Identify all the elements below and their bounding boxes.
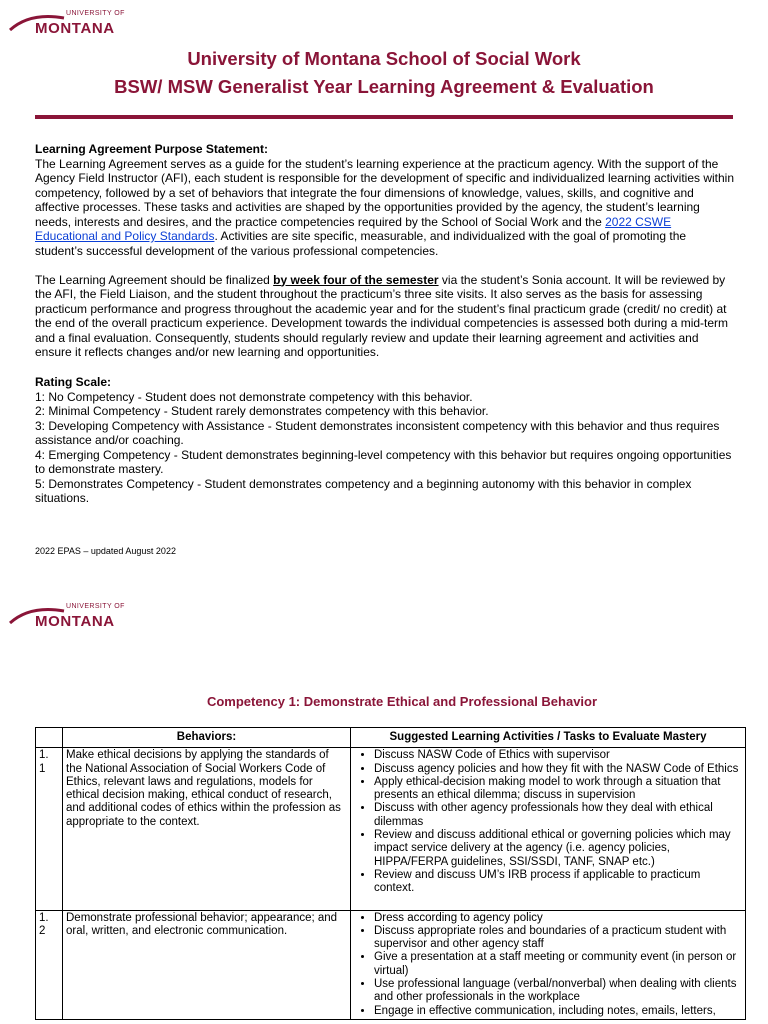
- table-row: [36, 748, 746, 910]
- deadline-emphasis: by week four of the semester: [273, 272, 439, 287]
- activities-cell: [351, 910, 746, 1019]
- header-activities: Suggested Learning Activities / Tasks to Evaluate Mastery: [351, 728, 746, 748]
- activity-item: • Apply ethical-decision making model to work through a situation that presents an ethical dilemma; discuss in supervision: [374, 776, 742, 803]
- activity-item: • Discuss appropriate roles and boundaries of a practicum student with supervisor and other agency staff: [374, 925, 742, 952]
- page-title: University of Montana School of Social Work: [187, 48, 581, 69]
- activity-item: • Review and discuss UM’s IRB process if applicable to practicum context.: [374, 869, 742, 896]
- purpose-section: [35, 142, 735, 360]
- header-behaviors: Behaviors:: [63, 728, 351, 748]
- purpose-p1-text: The Learning Agreement serves as a guide for the student’s learning experience at the practicum agency. With the support of the Agency Field Instructor (AFI), each student is responsible for the development of specific and individualized learning activities within competency, followed by a set of behaviors that integrate the four dimensions of knowledge, values, skills, and cognitive and affective processes. These tasks and activities are shaped by the opportunities provided by the agency, the student’s learning needs, interests and desires, and the practice competencies required by the School of Social Work and the: [35, 156, 735, 229]
- competency-table: [35, 727, 746, 1020]
- activity-item: • Give a presentation at a staff meeting or community event (in person or virtual): [374, 951, 742, 978]
- activity-item: • Use professional language (verbal/nonverbal) when dealing with clients and other professionals in the workplace: [374, 978, 742, 1005]
- logo-university-text: UNIVERSITY OF: [66, 603, 125, 610]
- activity-item: • Engage in effective communication, including notes, emails, letters,: [374, 1005, 742, 1018]
- logo-university-text: UNIVERSITY OF: [66, 10, 125, 17]
- behavior-text: Demonstrate professional behavior; appearance; and oral, written, and electronic communication.: [63, 910, 351, 1019]
- purpose-p2-text-end: via the student’s Sonia account. It will be reviewed by the AFI, the Field Liaison, and the student throughout the practicum’s three site visits. It also serves as the basis for assessing practicum performance and progress throughout the academic year and for the student’s final practicum grade (credit/ no credit) at the end of the overall practicum experience. Development towards the individual competencies is assessed both during a mid-term and a final evaluation. Consequently, students should regularly review and update their learning agreement and activities and ensure it reflects changes and/or new learning and opportunities.: [35, 272, 729, 359]
- behavior-number: 1. 1: [36, 748, 63, 910]
- activity-item: • Dress according to agency policy: [374, 912, 742, 925]
- purpose-p1-text-end: . Activities are site specific, measurable, and individualized with the goal of promoting the student’s successful development of the various professional competencies.: [35, 229, 687, 258]
- title-divider: [35, 115, 733, 119]
- rating-heading: Rating Scale:: [35, 375, 112, 389]
- page-footer: 2022 EPAS – updated August 2022: [35, 546, 176, 556]
- header-number: [36, 728, 63, 748]
- rating-scale-section: [35, 375, 735, 506]
- activity-item: • Review and discuss additional ethical or governing policies which may impact service delivery at the agency (i.e. agency policies, HIPPA/FERPA guidelines, SSI/SSDI, TANF, SNAP etc.): [374, 829, 742, 869]
- rating-item: 1: No Competency - Student does not demonstrate competency with this behavior.: [35, 389, 473, 404]
- rating-item: 5: Demonstrates Competency - Student demonstrates competency and a beginning autonomy with this behavior in complex situations.: [35, 476, 692, 505]
- purpose-paragraph-2: [35, 273, 735, 360]
- cswe-standards-link[interactable]: 2022 CSWE Educational and Policy Standards: [35, 214, 672, 243]
- purpose-paragraph-1: [35, 157, 735, 259]
- behavior-text: Make ethical decisions by applying the standards of the National Association of Social Workers Code of Ethics, relevant laws and regulations, models for ethical decision making, ethical conduct of research, and additional codes of ethics within the profession as appropriate to the context.: [63, 748, 351, 910]
- activities-cell: [351, 748, 746, 910]
- rating-item: 2: Minimal Competency - Student rarely demonstrates competency with this behavior.: [35, 404, 489, 418]
- activity-item: • Discuss with other agency professionals how they deal with ethical dilemmas: [374, 802, 742, 829]
- behavior-number: 1. 2: [36, 910, 63, 1019]
- competency-title: Competency 1: Demonstrate Ethical and Professional Behavior: [206, 694, 598, 709]
- rating-item: 4: Emerging Competency - Student demonstrates beginning-level competency with this behavior but requires ongoing opportunities to demonstrate mastery.: [35, 447, 732, 476]
- rating-item: 3: Developing Competency with Assistance - Student demonstrates inconsistent competency with this behavior and thus requires assistance and/or coaching.: [35, 418, 720, 447]
- table-header-row: [36, 728, 746, 748]
- purpose-heading: Learning Agreement Purpose Statement:: [35, 142, 268, 156]
- page-subtitle: BSW/ MSW Generalist Year Learning Agreement & Evaluation: [114, 76, 654, 97]
- purpose-p2-text: The Learning Agreement should be finalized: [35, 272, 274, 287]
- university-logo: [8, 603, 130, 629]
- logo-montana-text: MONTANA: [35, 20, 115, 37]
- activity-item: • Discuss NASW Code of Ethics with supervisor: [374, 749, 742, 762]
- activity-item: • Discuss agency policies and how they fit with the NASW Code of Ethics: [374, 763, 742, 776]
- table-row: [36, 910, 746, 1019]
- university-logo: [8, 10, 130, 36]
- logo-montana-text: MONTANA: [35, 613, 115, 630]
